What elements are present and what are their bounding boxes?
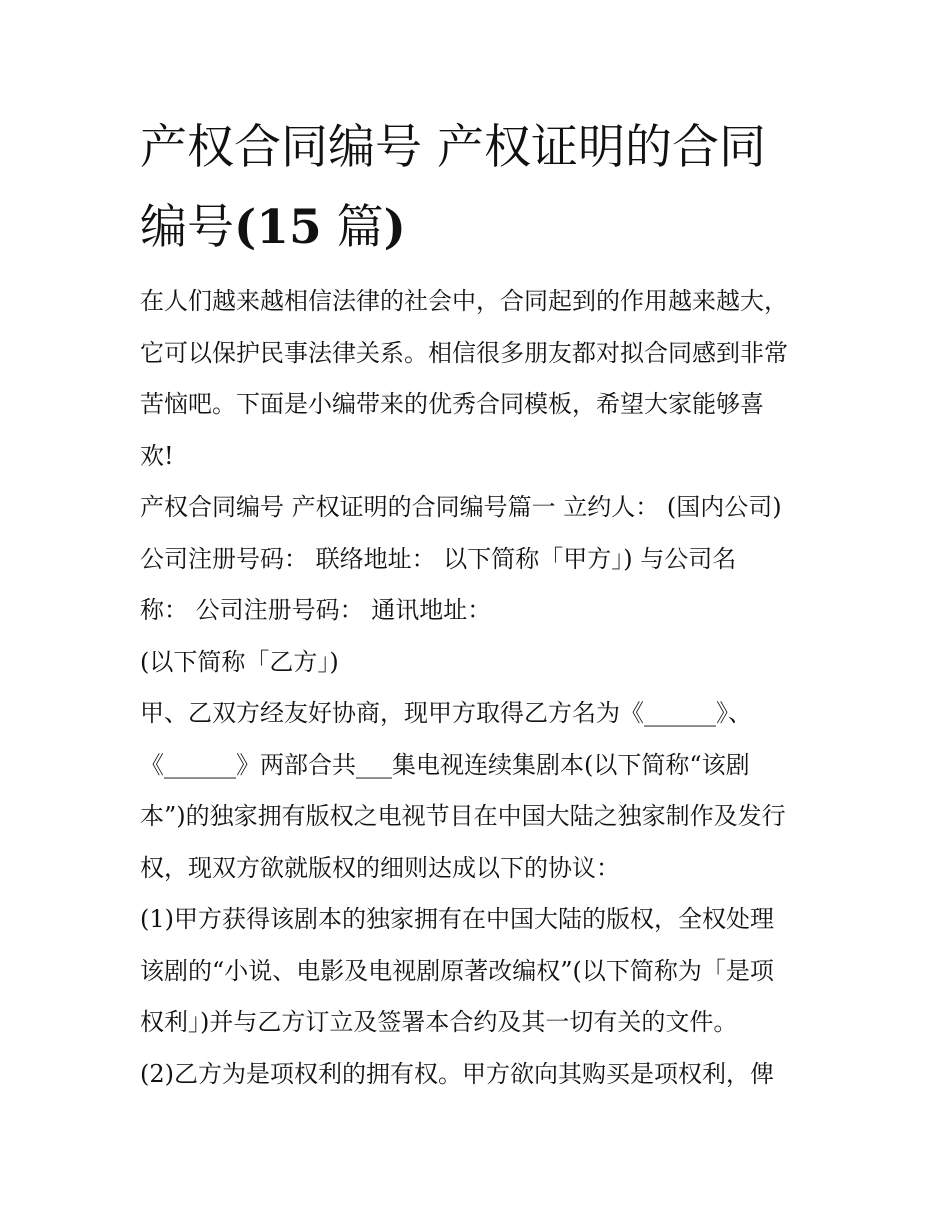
body-line: 在人们越来越相信法律的社会中，合同起到的作用越来越大， bbox=[140, 287, 788, 315]
body-line: 权利」)并与乙方订立及签署本合约及其一切有关的文件。 bbox=[140, 1008, 738, 1036]
body-line: 产权合同编号 产权证明的合同编号篇一 立约人： (国内公司) bbox=[140, 493, 782, 521]
body-line: 该剧的“小说、电影及电视剧原著改编权”(以下简称为「是项 bbox=[140, 956, 774, 985]
document-body bbox=[140, 276, 840, 1100]
title-close-paren: ) bbox=[383, 200, 406, 255]
body-line: 称： 公司注册号码： 通讯地址： bbox=[140, 596, 492, 624]
title-count: (15 bbox=[234, 200, 322, 255]
body-line: 苦恼吧。下面是小编带来的优秀合同模板，希望大家能够喜 bbox=[140, 390, 764, 418]
body-line: 甲、乙双方经友好协商，现甲方取得乙方名为《______》、 bbox=[140, 699, 752, 727]
title-line-2-prefix: 编号 bbox=[140, 200, 234, 255]
title-line-1: 产权合同编号 产权证明的合同 bbox=[140, 120, 766, 175]
document-title bbox=[140, 108, 840, 268]
title-count-unit: 篇 bbox=[321, 200, 384, 255]
title-line-2 bbox=[140, 188, 840, 268]
body-line: 欢! bbox=[140, 441, 174, 470]
body-line: 《______》两部合共___集电视连续集剧本(以下简称“该剧 bbox=[140, 750, 750, 779]
body-line: 公司注册号码： 联络地址： 以下简称「甲方」) 与公司名 bbox=[140, 544, 737, 573]
body-line: (1)甲方获得该剧本的独家拥有在中国大陆的版权，全权处理 bbox=[140, 905, 774, 933]
body-line: (以下简称「乙方」) bbox=[140, 647, 339, 676]
body-line: (2)乙方为是项权利的拥有权。甲方欲向其购买是项权利，俾 bbox=[140, 1059, 774, 1088]
body-line: 本”)的独家拥有版权之电视节目在中国大陆之独家制作及发行 bbox=[140, 802, 786, 830]
body-line: 它可以保护民事法律关系。相信很多朋友都对拟合同感到非常 bbox=[140, 338, 788, 367]
body-line: 权，现双方欲就版权的细则达成以下的协议： bbox=[140, 853, 620, 882]
